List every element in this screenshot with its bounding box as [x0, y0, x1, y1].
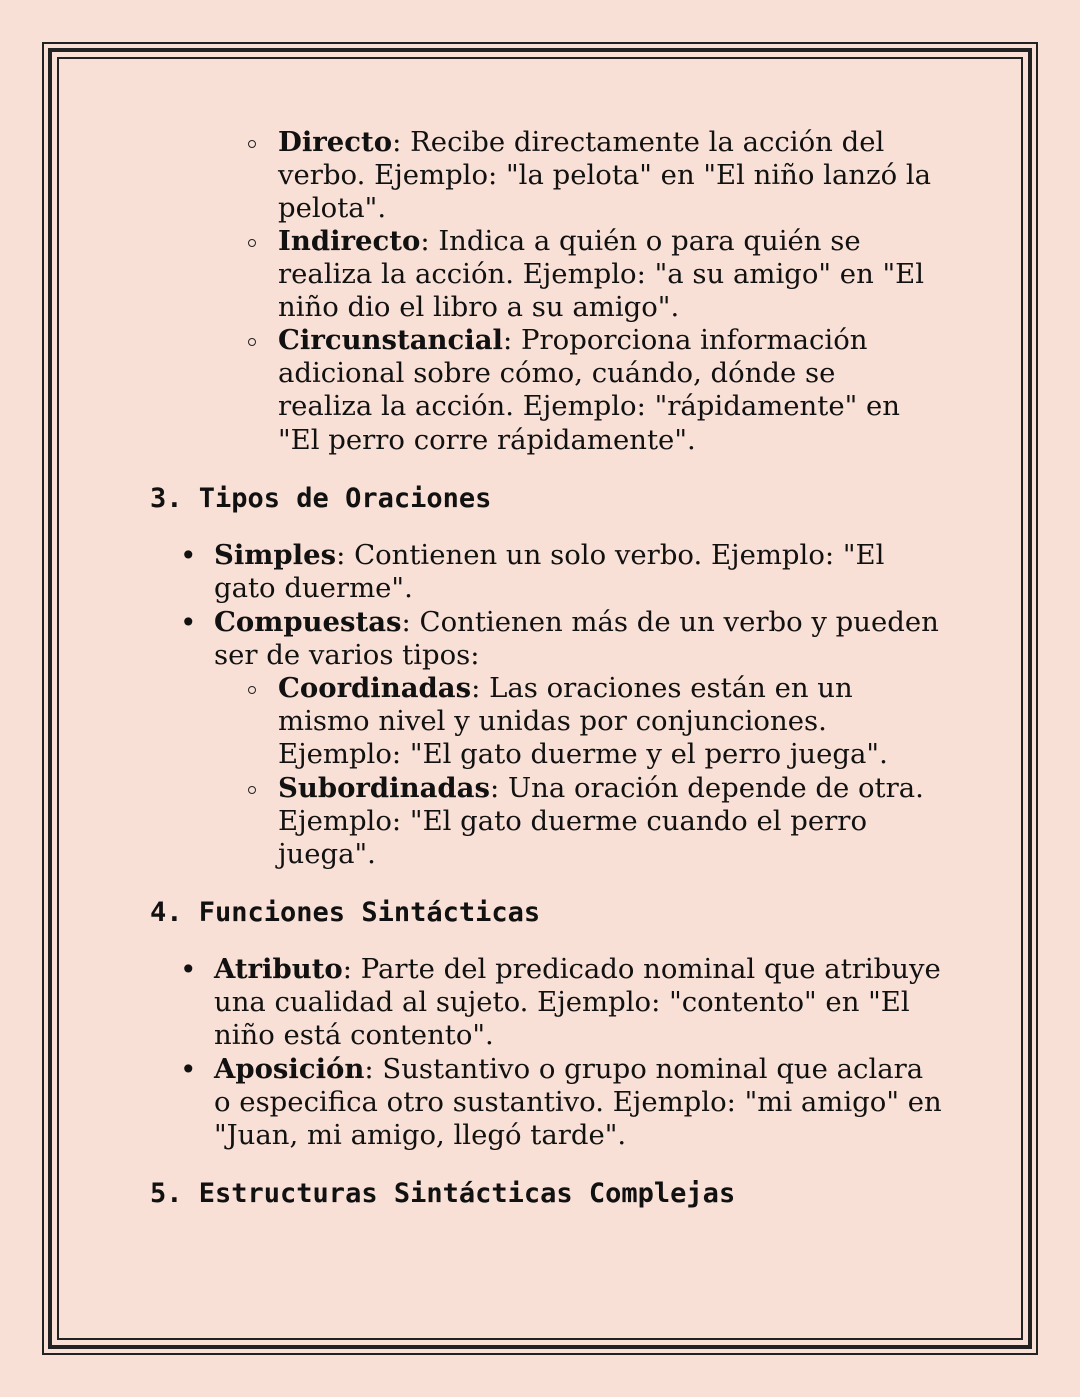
- bullet-icon: •: [180, 1053, 197, 1086]
- list-item-subordinadas: [278, 772, 938, 872]
- definition-text: : Las oraciones están en un mismo nivel y unidas por conjunciones. Ejemplo: "El gato duerme y el perro juega".: [278, 672, 888, 771]
- section-5-heading: 5. Estructuras Sintácticas Complejas: [150, 1178, 736, 1209]
- list-item-aposicion: [180, 1053, 944, 1153]
- hollow-bullet-icon: [248, 686, 256, 694]
- hollow-bullet-icon: [248, 338, 256, 346]
- term-label: Aposición: [214, 1053, 365, 1085]
- term-label: Simples: [214, 539, 337, 571]
- term-label: Atributo: [214, 953, 343, 985]
- term-label: Subordinadas: [278, 772, 490, 804]
- definition-text: : Contienen más de un verbo y pueden ser de varios tipos:: [214, 606, 939, 672]
- term-label: Directo: [278, 126, 393, 158]
- definition-text: : Contienen un solo verbo. Ejemplo: "El gato duerme".: [214, 539, 885, 605]
- definition-text: : Una oración depende de otra. Ejemplo: "El gato duerme cuando el perro juega".: [278, 772, 924, 871]
- definition-text: : Sustantivo o grupo nominal que aclara o especifica otro sustantivo. Ejemplo: "mi amigo" en "Juan, mi amigo, llegó tarde".: [214, 1053, 942, 1152]
- hollow-bullet-icon: [248, 140, 256, 148]
- term-label: Compuestas: [214, 606, 402, 638]
- definition-text: : Parte del predicado nominal que atribuye una cualidad al sujeto. Ejemplo: "contento" en "El niño está contento".: [214, 953, 941, 1052]
- bullet-icon: •: [180, 539, 197, 572]
- list-item-atributo: [180, 953, 944, 1053]
- list-item-indirecto: [278, 225, 938, 325]
- section-3-heading: 3. Tipos de Oraciones: [150, 483, 492, 514]
- term-label: Indirecto: [278, 225, 421, 257]
- term-label: Coordinadas: [278, 672, 472, 704]
- definition-text: : Proporciona información adicional sobre cómo, cuándo, dónde se realiza la acción. Ejemplo: "rápidamente" en "El perro corre rápidamente".: [278, 324, 900, 456]
- list-item-coordinadas: [278, 672, 938, 772]
- section-4-heading: 4. Funciones Sintácticas: [150, 897, 541, 928]
- hollow-bullet-icon: [248, 239, 256, 247]
- definition-text: : Indica a quién o para quién se realiza la acción. Ejemplo: "a su amigo" en "El niño dio el libro a su amigo".: [278, 225, 925, 324]
- bullet-icon: •: [180, 953, 197, 986]
- hollow-bullet-icon: [248, 786, 256, 794]
- list-item-simples: [180, 539, 944, 605]
- list-item-circunstancial: [278, 324, 938, 457]
- bullet-icon: •: [180, 606, 197, 639]
- list-item-directo: [278, 126, 938, 226]
- definition-text: : Recibe directamente la acción del verbo. Ejemplo: "la pelota" en "El niño lanzó la pelota".: [278, 126, 932, 225]
- list-item-compuestas: [180, 606, 944, 672]
- term-label: Circunstancial: [278, 324, 504, 356]
